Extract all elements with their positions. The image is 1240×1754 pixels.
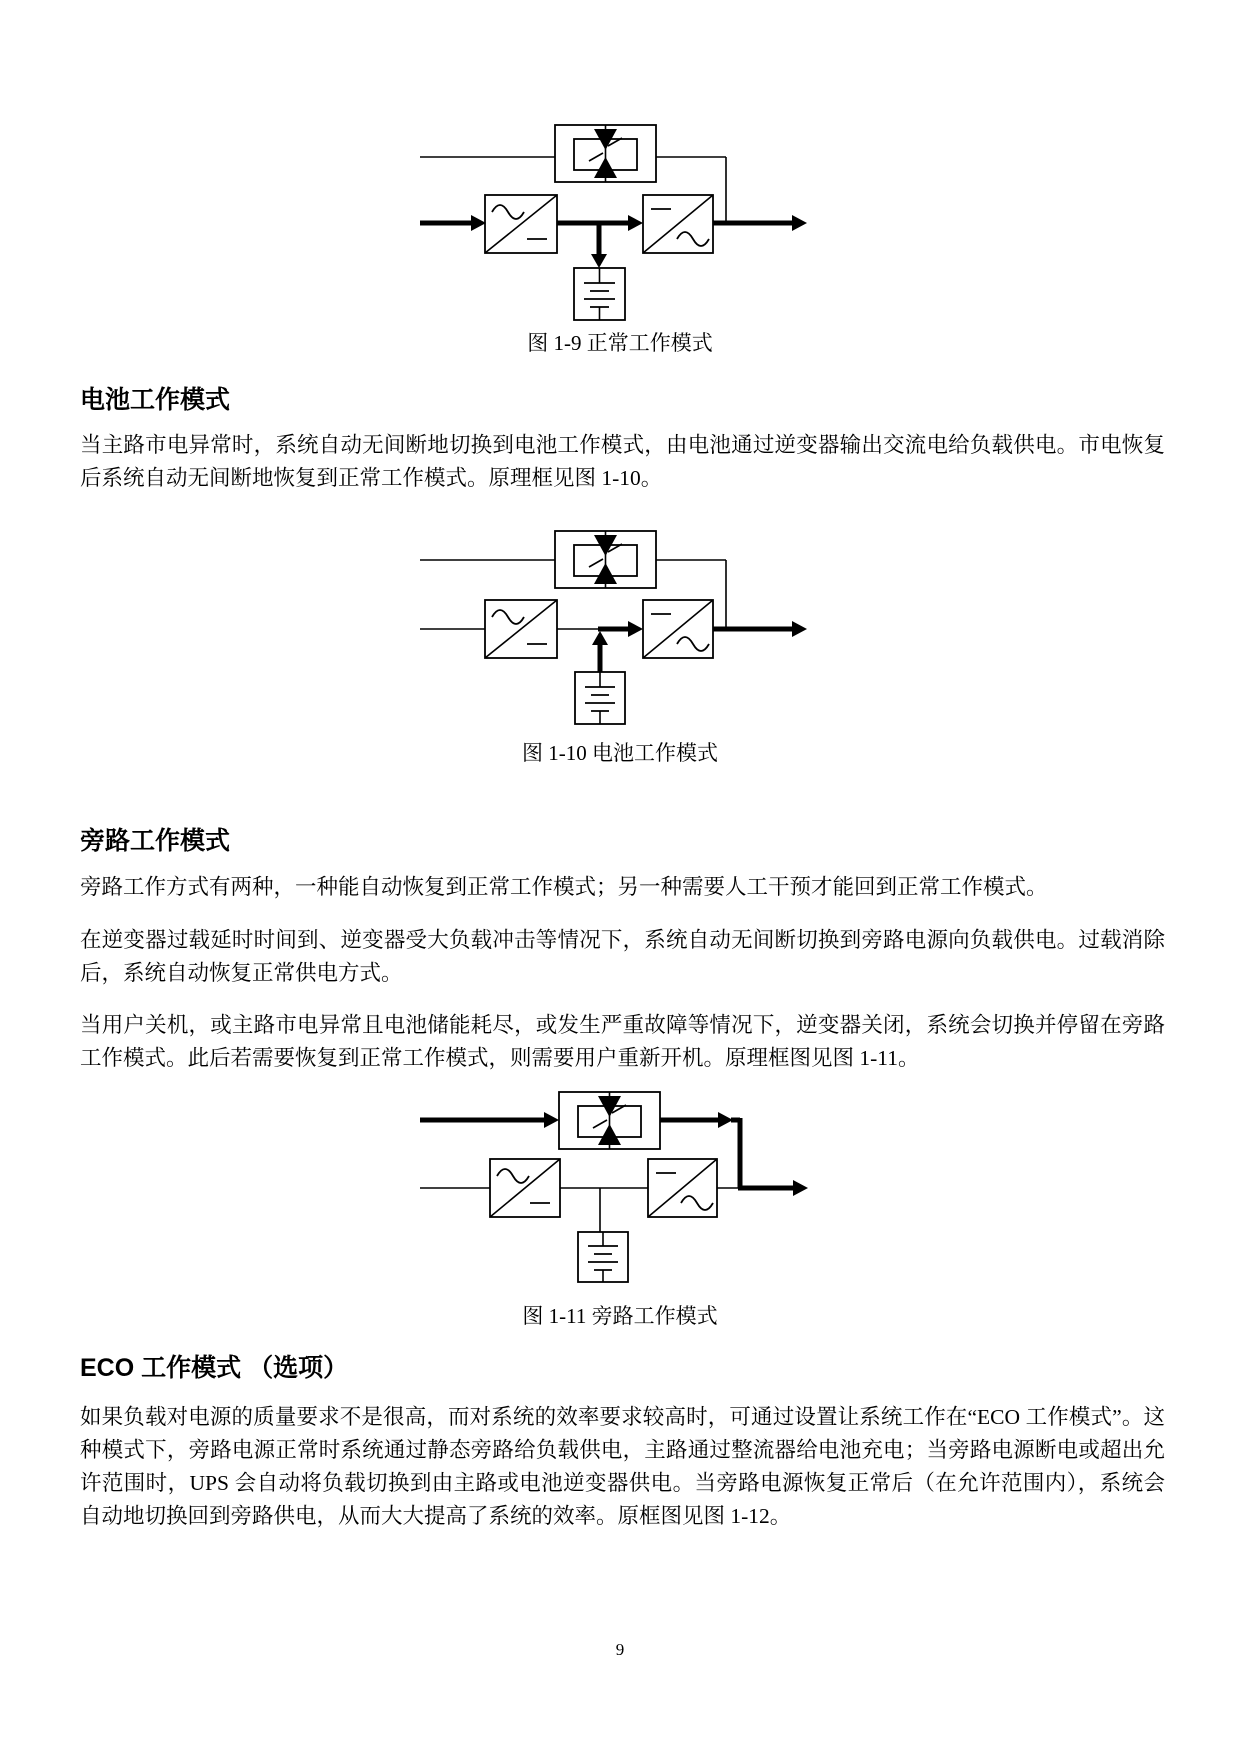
paragraph-eco-mode: 如果负载对电源的质量要求不是很高，而对系统的效率要求较高时，可通过设置让系统工作在“ECO 工作模式”。这种模式下，旁路电源正常时系统通过静态旁路给负载供电，主路通过整流器给电池充电；当旁路电源断电或超出允许范围时，UPS 会自动将负载切换到由主路或电池逆变器供电。当旁路电源恢复正常后（在允许范围内），系统会自动地切换回到旁路供电，从而大大提高了系统的效率。原框图见图 1-12。 [80, 1405, 1165, 1528]
inverter-icon [643, 195, 713, 253]
rectifier-icon [485, 195, 557, 253]
rectifier-icon [490, 1159, 560, 1217]
battery-discharge-arrow [592, 621, 643, 672]
rectifier-icon [485, 600, 557, 658]
static-bypass-switch-icon [555, 531, 656, 588]
figure-normal-mode-diagram [380, 110, 820, 325]
ac-input-arrow [420, 215, 486, 231]
paragraph-battery-mode: 当主路市电异常时，系统自动无间断地切换到电池工作模式，由电池通过逆变器输出交流电给负载供电。市电恢复后系统自动无间断地恢复到正常工作模式。原理框见图 1-10。 [80, 433, 1165, 490]
battery-icon [578, 1232, 628, 1282]
bypass-input-line [420, 157, 726, 223]
page-number: 9 [615, 1640, 625, 1659]
ac-output-arrow [713, 621, 807, 637]
figure-caption: 图 1-11 旁路工作模式 [522, 1304, 718, 1328]
section-heading-battery-mode: 电池工作模式 [80, 386, 231, 414]
paragraph-bypass-mode-1: 旁路工作方式有两种，一种能自动恢复到正常工作模式；另一种需要人工干预才能回到正常工作模式。 [80, 875, 1048, 899]
section-heading-eco-mode: ECO 工作模式 （选项） [80, 1354, 349, 1382]
inverter-icon [648, 1159, 717, 1217]
battery-icon [575, 672, 625, 724]
static-bypass-switch-icon [555, 125, 656, 182]
figure-bypass-mode-diagram [380, 1085, 820, 1285]
bypass-output-arrow [660, 1112, 808, 1196]
paragraph-bypass-mode-2: 在逆变器过载延时时间到、逆变器受大负载冲击等情况下，系统自动无间断切换到旁路电源向负载供电。过载消除后，系统自动恢复正常供电方式。 [80, 928, 1165, 985]
figure-caption: 图 1-10 电池工作模式 [522, 741, 718, 765]
bypass-input-arrow [420, 1112, 559, 1128]
figure-battery-mode-diagram [380, 500, 820, 725]
inverter-icon [643, 600, 713, 658]
static-bypass-switch-icon [559, 1092, 660, 1149]
ac-output-arrow [713, 215, 807, 231]
bypass-input-line [420, 560, 726, 629]
dc-bus-line [560, 1188, 738, 1232]
section-heading-bypass-mode: 旁路工作模式 [80, 827, 231, 855]
paragraph-bypass-mode-3: 当用户关机，或主路市电异常且电池储能耗尽，或发生严重故障等情况下，逆变器关闭，系统会切换并停留在旁路工作模式。此后若需要恢复到正常工作模式，则需要用户重新开机。原理框图见图 1-11。 [80, 1013, 1165, 1070]
battery-icon [574, 268, 625, 320]
battery-charge-arrow [591, 223, 607, 268]
figure-caption: 图 1-9 正常工作模式 [527, 331, 713, 355]
